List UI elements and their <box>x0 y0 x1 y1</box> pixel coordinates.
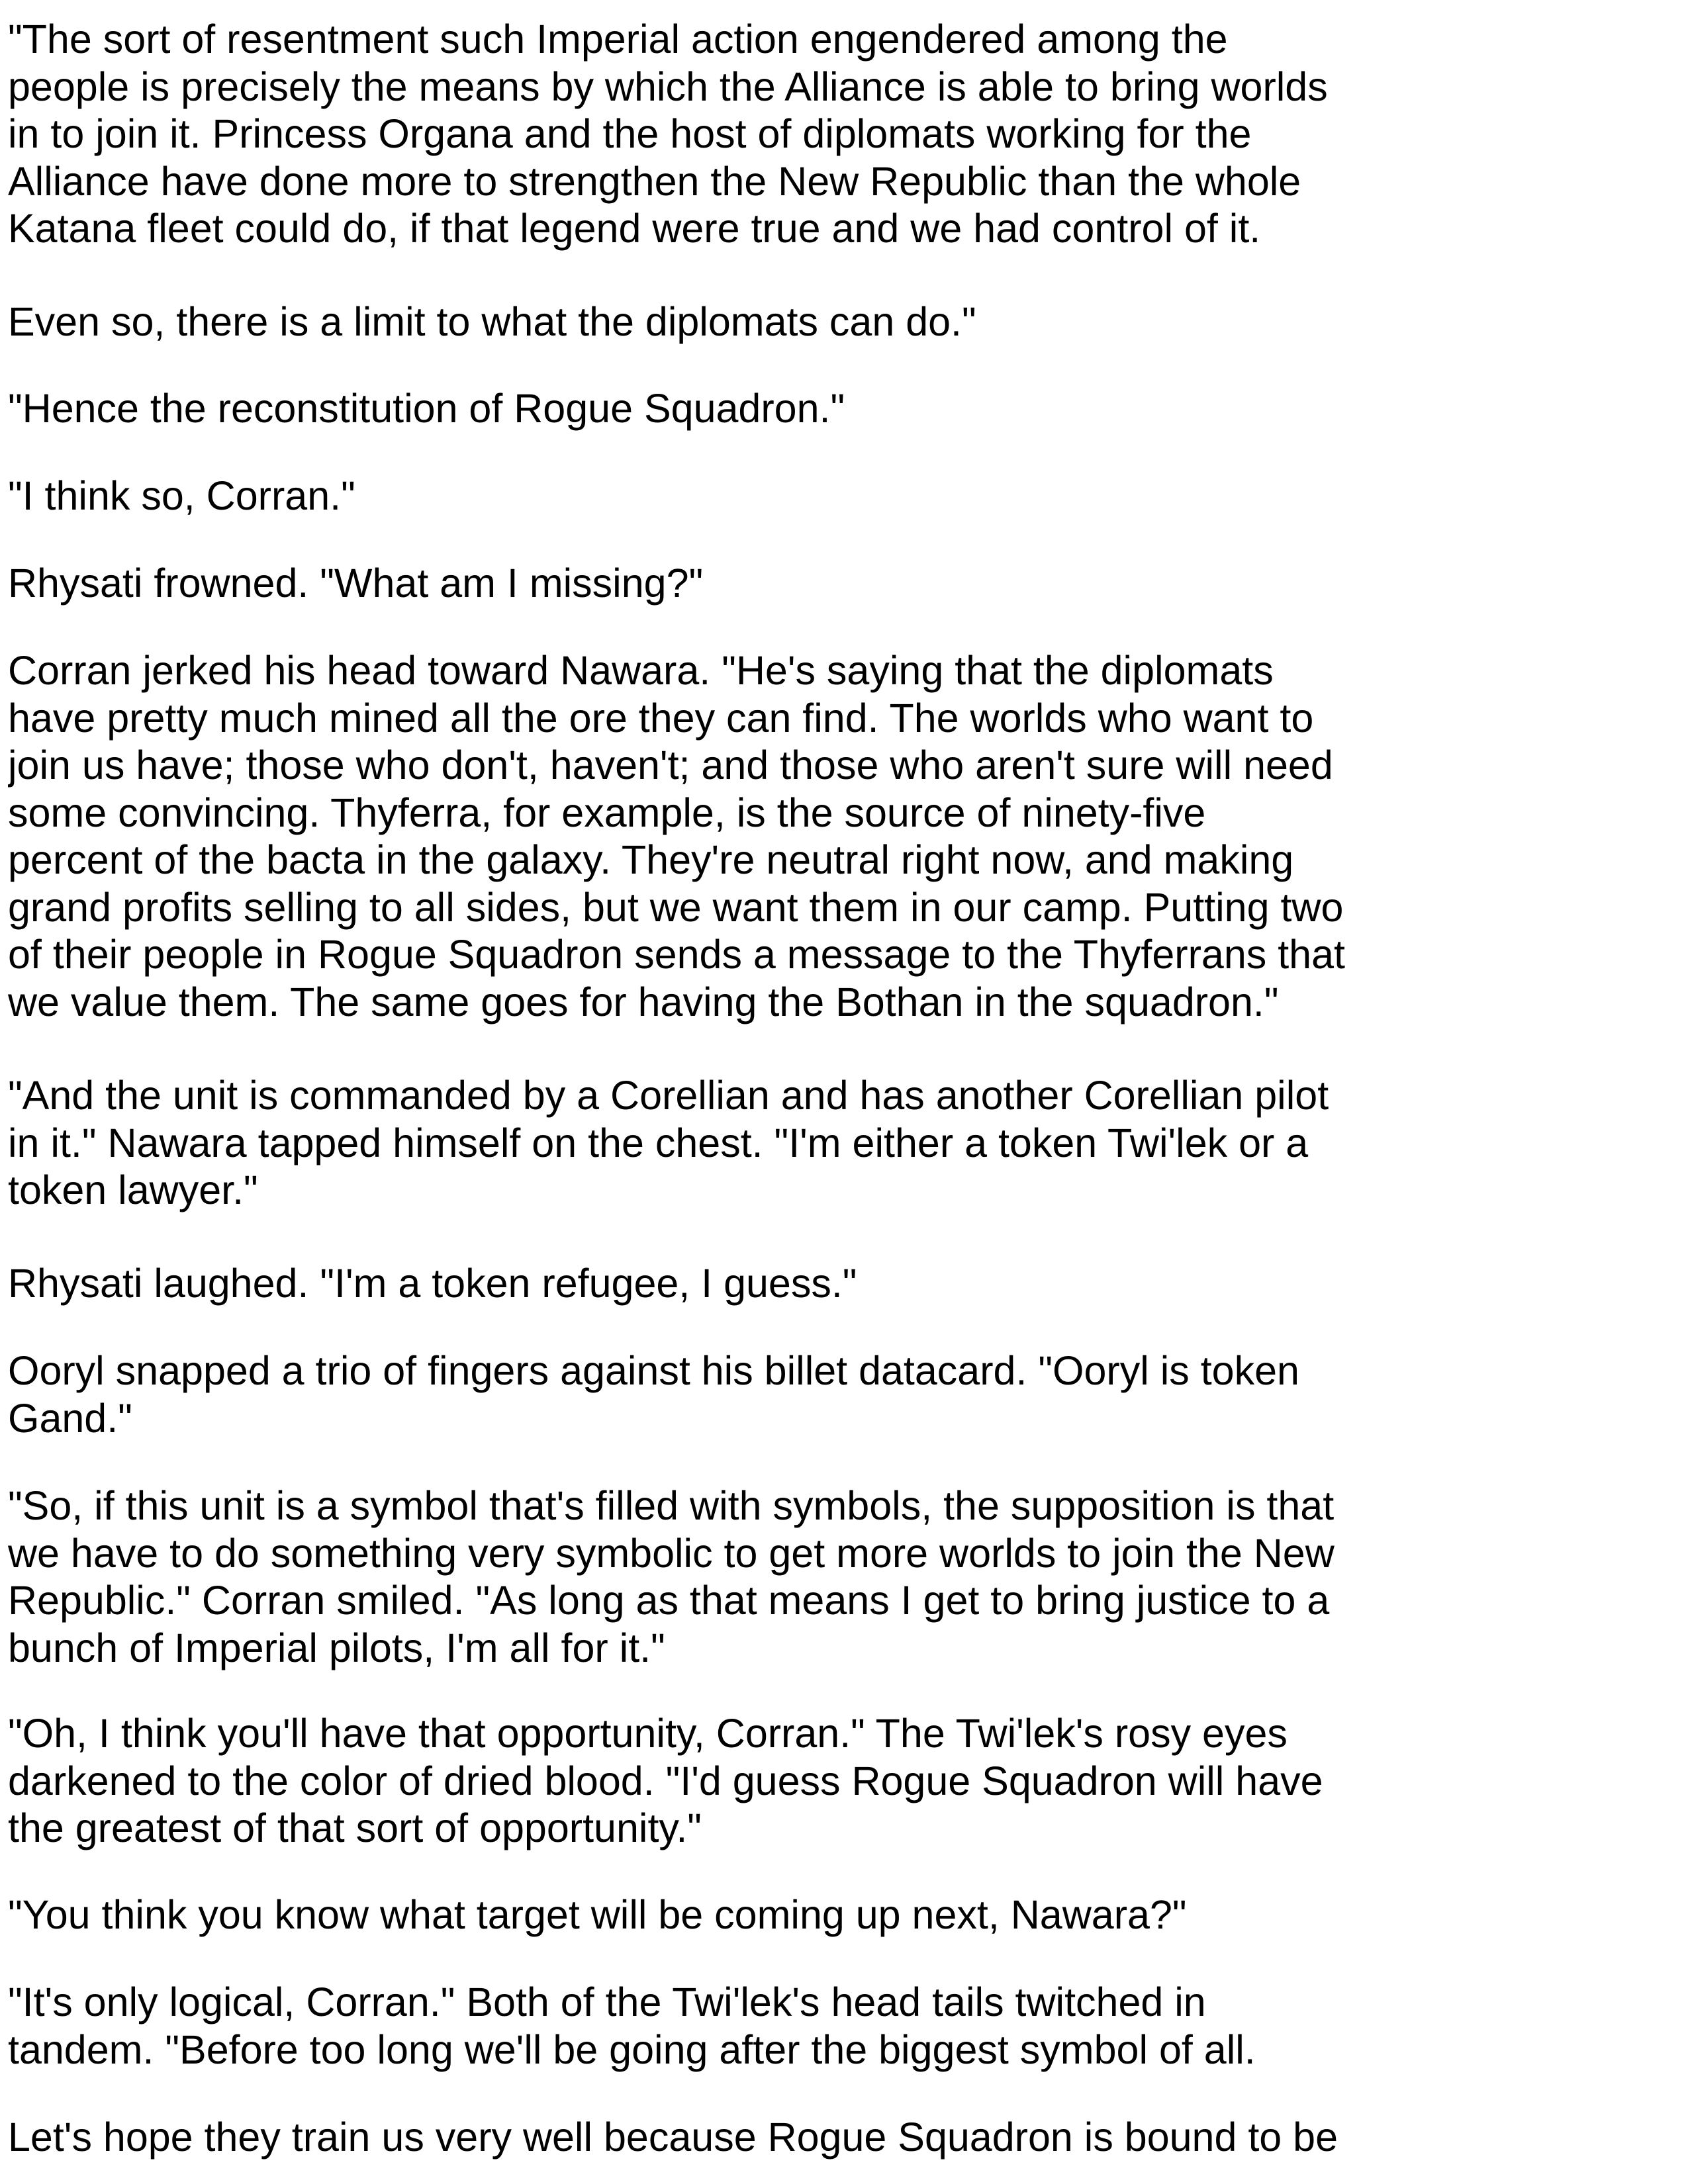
paragraph-8: Rhysati laughed. "I'm a token refugee, I guess." <box>8 1261 857 1306</box>
paragraph-5: Rhysati frowned. "What am I missing?" <box>8 561 704 606</box>
paragraph-2: Even so, there is a limit to what the diplomats can do." <box>8 299 976 344</box>
paragraph-10: "So, if this unit is a symbol that's filled with symbols, the supposition is that we have to do something very symbolic to get more worlds to join the New Republic." Corran smiled. "As long as that means I get to bring justice to a bunch of Imperial pilots, I'm all for it." <box>8 1483 1335 1670</box>
paragraph-4: "I think so, Corran." <box>8 473 355 518</box>
paragraph-7: "And the unit is commanded by a Corellian and has another Corellian pilot in it." Nawara tapped himself on the chest. "I'm either a token Twi'lek or a token lawyer." <box>8 1073 1329 1212</box>
paragraph-6: Corran jerked his head toward Nawara. "He's saying that the diplomats have pretty much mined all the ore they can find. The worlds who want to join us have; those who don't, haven't; and those who aren't sure will need some convincing. Thyferra, for example, is the source of ninety-five percent of the bacta in the galaxy. They're neutral right now, and making grand profits selling to all sides, but we want them in our camp. Putting two of their people in Rogue Squadron sends a message to the Thyferrans that we value them. The same goes for having the Bothan in the squadron." <box>8 648 1345 1024</box>
paragraph-9: Ooryl snapped a trio of fingers against his billet datacard. "Ooryl is token Gand." <box>8 1348 1299 1441</box>
paragraph-13: "It's only logical, Corran." Both of the Twi'lek's head tails twitched in tandem. "Before too long we'll be going after the biggest symbol of all. <box>8 1979 1256 2072</box>
paragraph-14: Let's hope they train us very well because Rogue Squadron is bound to be <box>8 2115 1338 2160</box>
document-page <box>8 0 1398 2184</box>
paragraph-11: "Oh, I think you'll have that opportunity, Corran." The Twi'lek's rosy eyes darkened to the color of dried blood. "I'd guess Rogue Squadron will have the greatest of that sort of opportunity." <box>8 1711 1323 1850</box>
paragraph-1: "The sort of resentment such Imperial action engendered among the people is precisely the means by which the Alliance is able to bring worlds in to join it. Princess Organa and the host of diplomats working for the Alliance have done more to strengthen the New Republic than the whole Katana fleet could do, if that legend were true and we had control of it. <box>8 17 1328 251</box>
paragraph-12: "You think you know what target will be coming up next, Nawara?" <box>8 1892 1187 1937</box>
paragraph-3: "Hence the reconstitution of Rogue Squadron." <box>8 386 845 431</box>
